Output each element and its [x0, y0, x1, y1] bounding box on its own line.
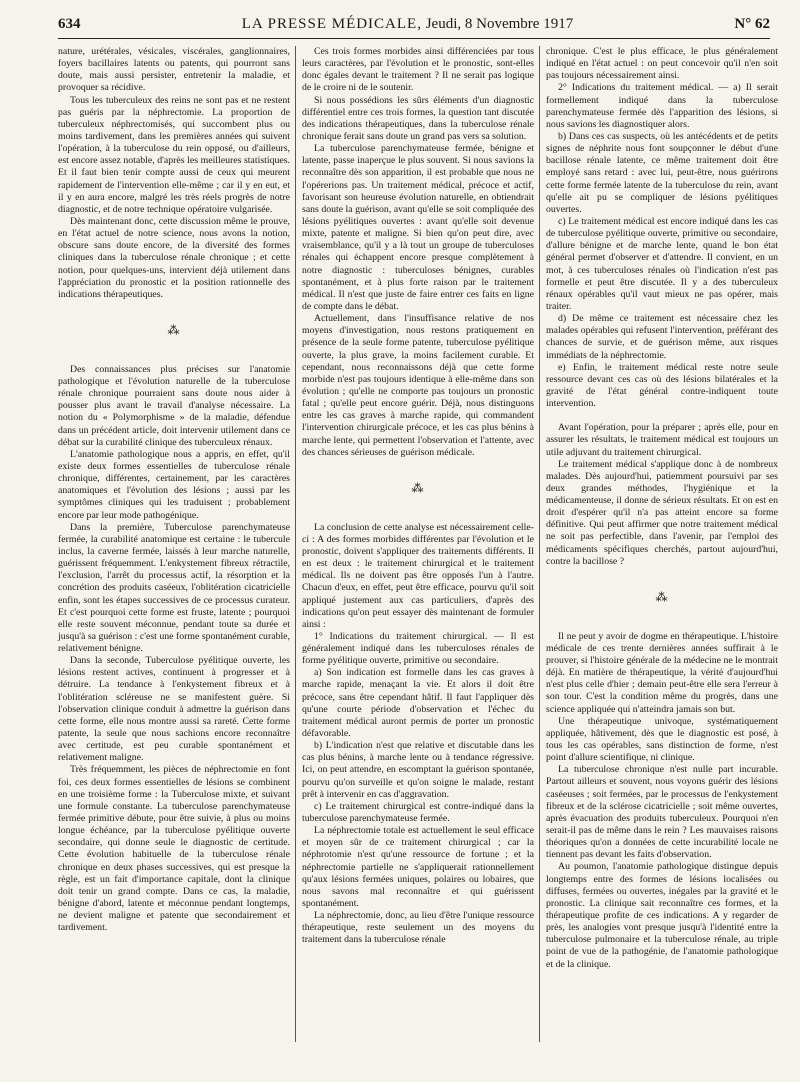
paragraph: d) De même ce traitement est nécessaire chez les malades opérables qui refusent l'intervention, préférant des chances de survie, et de guérison même, aux risques immédiats de la néphrectomie. — [546, 313, 778, 361]
paragraph: L'anatomie pathologique nous a appris, en effet, qu'il existe deux formes essentielles de tuberculose rénale chronique, différentes, certainement, par les caractères anatomiques et l'évolution des lésions ; aussi par les symptômes cliniques qui les traduisent ; probablement encore par leur mode pathogénique. — [58, 448, 290, 521]
paragraph: Dans la seconde, Tuberculose pyélitique ouverte, les lésions restent actives, continuent à progresser et à détruire. La tendance à l'enkystement fibreux et à l'oblitération scléreuse ne se manifestent guère. Si l'observation clinique conduit à admettre la guérison dans cette forme, elle nous montre aussi sa rareté. Cette forme patente, la seule que nous sachions encore reconnaître avec certitude, est peu curable spontanément et relativement maligne. — [58, 655, 290, 764]
section-separator: ⁂ — [411, 480, 425, 495]
paragraph: a) Son indication est formelle dans les cas graves à marche rapide, menaçant la vie. Et alors il doit être précoce, sans être cependant hâtif. Il faut l'appliquer dès qu'une courte période d'observation et l'échec du traitement médical auront permis de porter un pronostic défavorable. — [302, 667, 534, 740]
paragraph: Au poumon, l'anatomie pathologique distingue depuis longtemps entre des formes de lésions localisées ou diffuses, fermées ou ouvertes, inégales par la gravité et le pronostic. La clinique sait reconnaître ces formes, et la thérapeutique profite de ces indications. A y regarder de près, les analogies vont presque jusqu'à l'identité entre la tuberculose pulmonaire et la tuberculose rénale, au triple point de vue de la pathogénie, de l'anatomie pathologique et de la clinique. — [546, 861, 778, 970]
page-number: 634 — [58, 15, 81, 32]
paragraph: chronique. C'est le plus efficace, le plus généralement indiqué en l'état actuel : on peut concevoir qu'il n'en soit pas toujours nécessairement ainsi. — [546, 46, 778, 82]
paragraph: Si nous possédions les sûrs éléments d'un diagnostic différentiel entre ces trois formes, la question tant discutée des indications thérapeutiques, dans la tuberculose rénale chronique ferait sans doute un grand pas vers sa solution. — [302, 94, 534, 142]
section-separator: ⁂ — [655, 589, 669, 604]
paragraph: Tous les tuberculeux des reins ne sont pas et ne restent pas guéris par la néphrectomie. La proportion de tuberculeux néphrectomisés, qui succombent plus ou moins tardivement, dans les premières années qui suivent l'opération, à la tuberculose du rein opposé, ou d'ailleurs, est encore assez notable, d'après les meilleures statistiques. Et il faut bien tenir compte aussi de ceux qui meurent rapidement de l'intervention elle-même ; car il y en eut, et il y en aura encore, malgré les très réels progrès de notre diagnostic, et de notre technique opératoire vulgarisée. — [58, 94, 290, 215]
paragraph: La conclusion de cette analyse est nécessairement celle-ci : A des formes morbides différentes par l'évolution et le pronostic, doivent s'appliquer des traitements différents. Il en est deux : le traitement chirurgical et le traitement médical. Ils ne doivent pas être opposés l'un à l'autre. Chacun d'eux, en effet, peut être efficace, pourvu qu'il soit appliqué justement aux cas particuliers, d'après des indications qu'on peut essayer dès maintenant de formuler ainsi : — [302, 521, 534, 630]
paragraph: Dès maintenant donc, cette discussion même le prouve, en l'état actuel de notre science, nous avons la notion, obscure sans doute encore, de la diversité des formes cliniques dans la tuberculose rénale chronique ; et cette notion, pour quelques-uns, intervient déjà utilement dans l'appréciation du pronostic et la position rationnelle des indications thérapeutiques. — [58, 215, 290, 300]
paragraph: c) Le traitement médical est encore indiqué dans les cas de tuberculose pyélitique ouverte, primitive ou secondaire, d'allure bénigne et de marche lente, quand le bon état général permet d'observer et d'attendre. Il convient, en un mot, à ces tuberculoses rénales où l'indication n'est pas formelle et peut être discutée. Il y a des tuberculeux rénaux opérables qu'il vaut mieux ne pas opérer, mais traiter. — [546, 215, 778, 312]
column-2 — [302, 46, 534, 947]
journal-line — [242, 16, 574, 33]
paragraph: Actuellement, dans l'insuffisance relative de nos moyens d'investigation, nous restons pratiquement en présence de la seule forme patente, tuberculose pyélitique ouverte, la plus grave, la moins facilement curable. Et cependant, nous reconnaissons déjà que cette forme morbide n'est pas toujours identique à elle-même dans son évolution ; qu'elle ne comporte pas toujours un pronostic fatal ; qu'elle peut encore guérir. Déjà, nous distinguons entre les cas graves à marche rapide, qui commandent l'intervention chirurgicale précoce, et les cas plus bénins à marche lente, qui permettent l'observation et l'attente, avec des chances sérieuses de guérison médicale. — [302, 313, 534, 458]
paragraph: Ces trois formes morbides ainsi différenciées par tous leurs caractères, par l'évolution et le pronostic, sont-elles donc égales devant le traitement ? Il ne serait pas logique de le croire ni de le soutenir. — [302, 46, 534, 94]
paragraph: La tuberculose chronique n'est nulle part incurable. Partout ailleurs et souvent, nous voyons guérir des lésions caséeuses ; soit fermées, par le processus de l'enkystement fibreux et de la sclérose cicatricielle ; soit même ouvertes, après évacuation des produits tuberculeux. Pourquoi n'en serait-il pas de même dans le rein ? Les mauvaises raisons théoriques qu'on a données de cette incurabilité locale ne tiennent pas devant les faits d'observation. — [546, 764, 778, 861]
journal-title: LA PRESSE MÉDICALE, — [241, 15, 422, 32]
paragraph: La tuberculose parenchymateuse fermée, bénigne et latente, passe inaperçue le plus souvent. Si nous savions la reconnaître dès son apparition, il est probable que nous ne l'opérerions pas. Un traitement médical, précoce et actif, favorisant son heureuse évolution naturelle, en obtiendrait sans doute la guérison, avant qu'elle se soit compliquée des lésions pyélitiques ouvertes : avant qu'elle soit devenue mixte, patente et maligne. Si bien qu'on peut dire, avec vraisemblance, qu'il y a là tout un groupe de tuberculoses rénales qui échappent encore presque complètement à notre diagnostic : tuberculoses bénignes, curables spontanément, et à plus forte raison par le traitement médical. Il n'est que juste de faire entrer ces faits en ligne de compte dans le débat. — [302, 143, 534, 312]
column-1 — [58, 46, 290, 934]
paragraph: Le traitement médical s'applique donc à de nombreux malades. Dès aujourd'hui, patiemment poursuivi par ses deux grandes méthodes, l'hygiénique et la médicamenteuse, il donne de sérieux résultats. Et on est en droit d'espérer qu'il n'a pas atteint encore sa forme définitive. Qui peut affirmer que notre traitement médical ne soit pas perfectible, dans l'avenir, par l'emploi des médicaments spécifiques cherchés, partout aujourd'hui, contre la bacillose ? — [546, 458, 778, 567]
paragraph: Avant l'opération, pour la préparer ; après elle, pour en assurer les résultats, le traitement médical est toujours un utile adjuvant du traitement chirurgical. — [546, 422, 778, 458]
column-3 — [546, 46, 778, 971]
paragraph: Une thérapeutique univoque, systématiquement appliquée, hâtivement, dès que le diagnostic est posé, à tous les cas opérables, sans distinction de forme, n'est point d'allure scientifique, ni clinique. — [546, 715, 778, 764]
paragraph: Très fréquemment, les pièces de néphrectomie en font foi, ces deux formes essentielles de lésions se combinent en une troisième forme : la Tuberculose mixte, et suivant une formule constante. La tuberculose parenchymateuse fermée primitive débute, pour être suivie, à plus ou moins longue échéance, par la tuberculose pyélitique ouverte secondaire, qui donne seule le diagnostic de certitude. Cette évolution habituelle de la tuberculose rénale chronique en deux phases successives, qui est presque la règle, est un fait d'importance capitale, dont la clinique doit tenir un grand compte. Dans ce cas, la maladie, bénigne d'abord, latente et méconnue pendant longtemps, ne devient maligne et patente que secondairement et tardivement. — [58, 764, 290, 934]
paragraph: 1° Indications du traitement chirurgical. — Il est généralement indiqué dans les tuberculoses rénales de forme pyélitique ouverte, primitive ou secondaire. — [302, 630, 534, 667]
paragraph: Des connaissances plus précises sur l'anatomie pathologique et l'évolution naturelle de la tuberculose rénale chronique pourraient sans doute nous aider à pousser plus avant le travail d'analyse nécessaire. La notion du « Polymorphisme » de la maladie, défendue dans un précédent article, doit intervenir utilement dans ce débat sur la curabilité clinique des tuberculeux rénaux. — [58, 363, 290, 448]
paragraph: e) Enfin, le traitement médical reste notre seule ressource devant ces cas où des lésions bilatérales et la gravité de l'état général contre-indiquent toute intervention. — [546, 361, 778, 410]
paragraph: La néphrectomie totale est actuellement le seul efficace et moyen sûr de ce traitement chirurgical ; car la néphrotomie n'est qu'une ressource de fortune ; et la néphrectomie partielle ne s'appliquerait rationnellement qu'aux lésions fermées uniques, polaires ou lobaires, que nous savons mal reconnaître et qui guérissent spontanément. — [302, 825, 534, 910]
column-divider — [295, 46, 296, 1042]
paragraph: nature, urétérales, vésicales, viscérales, ganglionnaires, foyers bacillaires latents ou patents, qui pourront sans doute, mais aussi persister, entretenir la maladie, et provoquer sa récidive. — [58, 46, 290, 94]
section-separator: ⁂ — [167, 322, 181, 337]
paragraph: b) L'indication n'est que relative et discutable dans les cas plus bénins, à marche lente ou à tendance régressive. Ici, on peut attendre, en escomptant la guérison spontanée, pourvu qu'on surveille et qu'on soigne le malade, restant prêt à intervenir en cas d'aggravation. — [302, 740, 534, 800]
issue-date: Jeudi, 8 Novembre 1917 — [425, 15, 574, 32]
paragraph: La néphrectomie, donc, au lieu d'être l'unique ressource thérapeutique, reste seulement un des moyens du traitement dans la tuberculose rénale — [302, 910, 534, 946]
header-rule — [58, 38, 770, 39]
column-divider — [539, 46, 540, 1042]
paragraph: Dans la première, Tuberculose parenchymateuse fermée, la curabilité anatomique est certaine : le tubercule inclus, la caverne fermée, laissés à leur marche naturelle, guérissent fréquemment. L'enkystement fibreux rétractile, l'exclusion, l'arrêt du processus actif, la résorption et la concrétion des produits caséeux, l'oblitération cicatricielle enfin, sont les étapes successives de ce processus curateur. Et c'est pourquoi cette forme est fruste, latente ; pourquoi elle reste souvent méconnue, pendant toute sa durée et jusqu'à sa guérison : c'est une forme spontanément curable, relativement bénigne. — [58, 521, 290, 655]
paragraph: c) Le traitement chirurgical est contre-indiqué dans la tuberculose parenchymateuse fermée. — [302, 800, 534, 825]
paragraph: 2° Indications du traitement médical. — a) Il serait formellement indiqué dans la tuberculose parenchymateuse fermée dès l'apparition des lésions, si nous savions les diagnostiquer alors. — [546, 82, 778, 130]
paragraph: Il ne peut y avoir de dogme en thérapeutique. L'histoire médicale de ces trente dernières années suffirait à le prouver, si l'histoire générale de la médecine ne le montrait déjà. En matière de thérapeutique, la vérité d'aujourd'hui n'est plus celle d'hier ; demain peut-être elle sera l'erreur à son tour. C'est la condition même du progrès, dans une science appliquée qui n'atteindra jamais son but. — [546, 630, 778, 715]
paragraph: b) Dans ces cas suspects, où les antécédents et de petits signes de néphrite nous font soupçonner le début d'une bacillose rénale latente, ce même traitement doit être employé sans retard : avec lui, peut-être, nous guérirons cette forme fermée latente de la tuberculose du rein, avant qu'elle ait pu se compliquer de lésions pyélitiques ouvertes. — [546, 130, 778, 215]
page-header — [58, 12, 770, 36]
issue-number: N° 62 — [734, 15, 770, 32]
